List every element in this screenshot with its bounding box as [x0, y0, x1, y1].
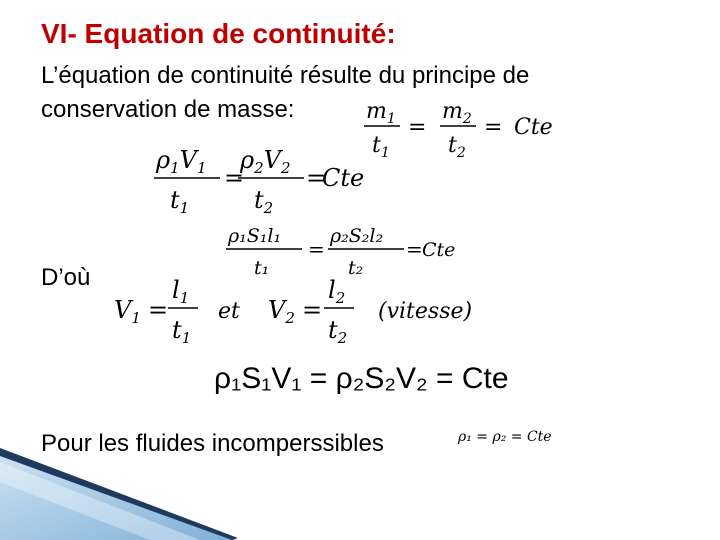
svg-text:=: =	[406, 237, 423, 261]
velocity-definition-equation	[110, 274, 490, 347]
svg-text:ρ₂S₂l₂: ρ₂S₂l₂	[330, 225, 384, 247]
mass-ratio-equation	[360, 94, 570, 164]
svg-text:Cte: Cte	[514, 115, 553, 140]
svg-text:t1: $t_1$	[172, 316, 192, 347]
svg-text:V2: $V_2$	[268, 296, 295, 327]
dou-label: D’où	[41, 264, 91, 291]
svg-text:t₂: t₂	[348, 257, 364, 279]
svg-text:t₁: t₁	[254, 257, 270, 279]
svg-text:m2: $m_2$	[442, 99, 472, 127]
svg-text:t1: $t_1$	[170, 186, 190, 217]
incompressible-density-equation	[458, 424, 588, 448]
flow-rate-equation	[214, 352, 509, 402]
svg-text:ρ₁ = ρ₂ =: ρ₁ = ρ₂ = Cte	[458, 429, 552, 445]
svg-text:et: et	[218, 299, 240, 324]
svg-text:t2: $t_2$	[254, 186, 274, 217]
svg-text:m1: $m_1$	[366, 99, 396, 127]
rho-velocity-ratio-equation	[150, 140, 370, 218]
svg-text:ρ2V2: $\rho_2V_2$	[240, 146, 291, 177]
svg-text:ρ₁S₁V₁ = ρ₂S₂V₂: ρ₁S₁V₁ = ρ₂S₂V₂ = Cte	[214, 362, 509, 395]
incompressible-fluids-label: Pour les fluides incomperssibles	[41, 430, 384, 457]
svg-text:=: =	[148, 296, 169, 324]
intro-line-2: conservation de masse:	[41, 96, 295, 123]
svg-text:Cte: Cte	[322, 164, 365, 192]
svg-text:t1: $t_1$	[372, 133, 390, 161]
svg-text:ρ₁S₁l₁: ρ₁S₁l₁	[228, 225, 282, 247]
svg-text:t2: $t_2$	[328, 316, 348, 347]
svg-text:t2: $t_2$	[448, 133, 466, 161]
svg-text:=: =	[302, 296, 323, 324]
slide-title: VI- Equation de continuité:	[41, 18, 396, 49]
svg-text:=: =	[306, 164, 327, 192]
svg-text:ρ1V1: $\rho_1V_1$	[156, 146, 207, 177]
svg-text:V1: $V_1$	[114, 296, 141, 327]
svg-text:=: =	[484, 115, 503, 140]
corner-ribbon-decoration	[0, 448, 240, 540]
svg-text:=: =	[408, 115, 427, 140]
intro-line-1: L’équation de continuité résulte du principe de	[41, 62, 530, 89]
svg-text:=: =	[224, 164, 245, 192]
svg-text:=: =	[308, 237, 325, 261]
svg-text:(vitesse): (vitesse)	[378, 299, 473, 324]
svg-text:l1: $l_1$	[172, 276, 190, 307]
svg-text:l2: $l_2$	[328, 276, 346, 307]
svg-text:Cte: Cte	[422, 239, 456, 261]
